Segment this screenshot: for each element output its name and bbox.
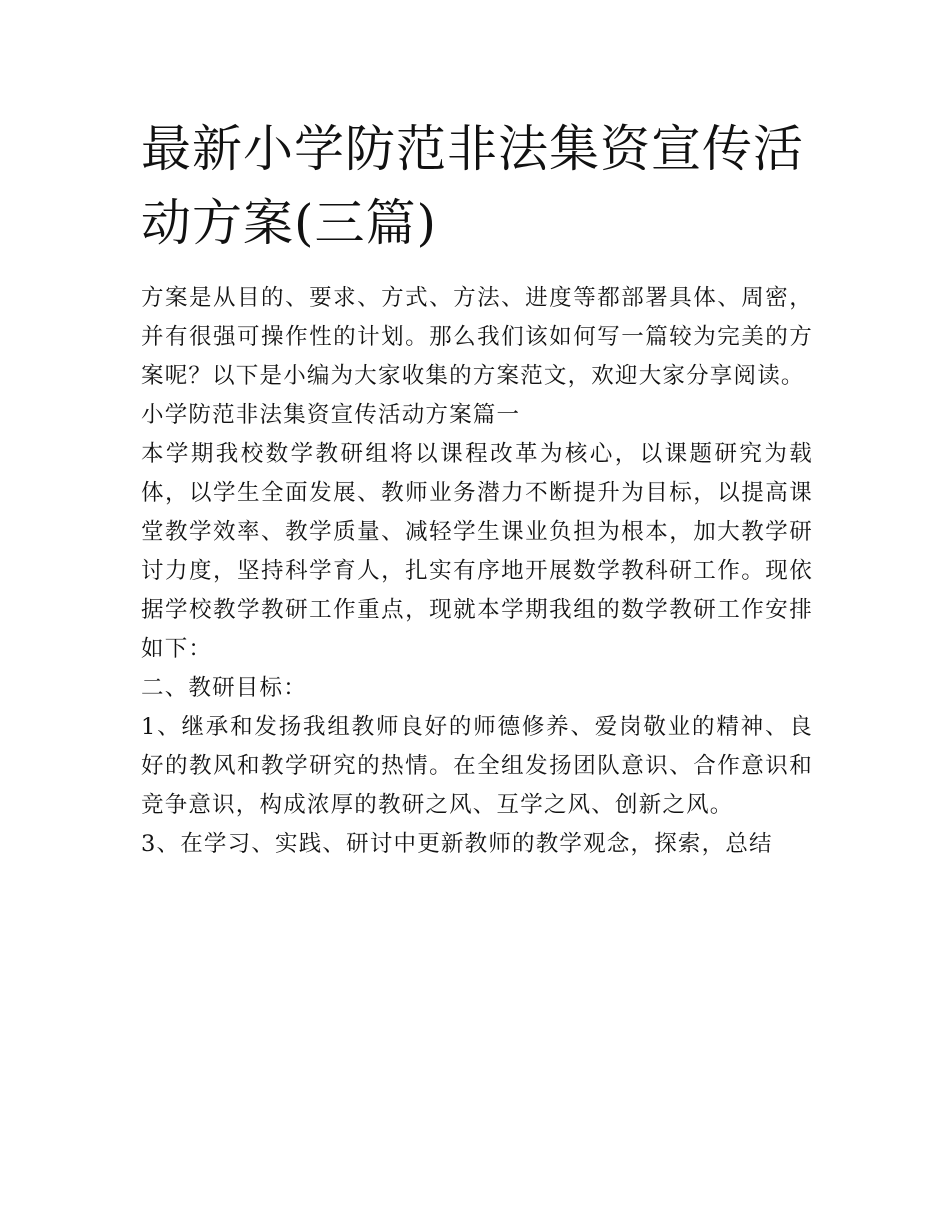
document-content <box>141 112 813 864</box>
document-title: 最新小学防范非法集资宣传活动方案(三篇) <box>141 120 804 252</box>
subheading: 二、教研目标： <box>141 675 307 701</box>
list-item: 1、继承和发扬我组教师良好的师德修养、爱岗敬业的精神、良好的教风和教学研究的热情。在全组发扬团队意识、合作意识和竞争意识，构成浓厚的教研之风、互学之风、创新之风。 <box>141 714 813 818</box>
document-body <box>141 279 813 864</box>
section-title: 小学防范非法集资宣传活动方案篇一 <box>141 402 521 428</box>
section-body-paragraph: 本学期我校数学教研组将以课程改革为核心，以课题研究为载体，以学生全面发展、教师业务潜力不断提升为目标，以提高课堂教学效率、教学质量、减轻学生课业负担为根本，加大教学研讨力度，坚持科学育人，扎实有序地开展数学教科研工作。现依据学校教学教研工作重点，现就本学期我组的数学教研工作安排如下： <box>141 441 813 662</box>
intro-paragraph: 方案是从目的、要求、方式、方法、进度等都部署具体、周密，并有很强可操作性的计划。那么我们该如何写一篇较为完美的方案呢？以下是小编为大家收集的方案范文，欢迎大家分享阅读。 <box>141 285 813 389</box>
list-item: 3、在学习、实践、研讨中更新教师的教学观念，探索，总结 <box>141 831 773 857</box>
